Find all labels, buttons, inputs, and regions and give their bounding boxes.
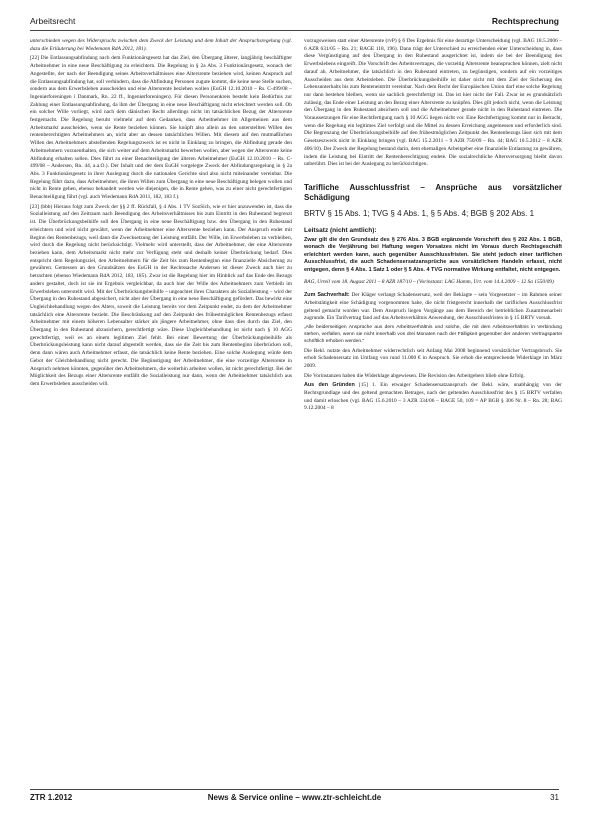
paragraph: [22] Die Entlassungsabfindung nach dem Funktionärsgesetz hat das Ziel, den Übergang älterer, langjährig beschäftigter Arbeitnehmer in eine neue Beschäftigung zu erleichtern. Die Regelung in § 2a Abs. 3 Funktionärsgesetz, wonach der Angestellte, der nach der Beendigung seines Arbeitsverhältnisses eine Altersrente beziehen wird, keinen Anspruch auf die Entlassungsabfindung hat, soll verhindern, dass die Abfindung Personen zugute kommt, die keine neue Stelle suchen, sondern aus dem Erwerbsleben ausscheiden und eine Altersrente beziehen wollen (EuGH 12.10.2010 – Rs. C-499/08 – Ingeniørforeningen i Danmark, Rn. 22 ff., Ingeniørforeningen). Für diesen Personenkreis besteht kein Bedürfnis zur Zahlung einer Entlassungsabfindung, da ihm der Übergang in eine neue Beschäftigung nicht erleichtert werden soll. Ob ein solcher Wille vorliegt, wird nach dem dänischen Recht allerdings nicht im tatsächlichen Bezug der Altersrente festgemacht. Die Regelung beruht vielmehr auf dem Gedanken, dass Arbeitnehmer im Allgemeinen aus dem Arbeitsmarkt ausscheiden, wenn sie Rente beziehen können. Sie knüpft also allein an den unterstellten Willen des rentenberechtigten Arbeitnehmers an, nicht aber an dessen tatsächlichen Willen. Mit diesem auf den mutmaßlichen Willen des Arbeitnehmers abstellenden Regelungszweck ist es nicht in Einklang zu bringen, die Abfindung gerade den Arbeitnehmern vorzuenthalten, die sich weiter auf dem Arbeitsmarkt bewerben wollen, aber wegen der Altersrente keine Abfindung erhalten sollen. Dies führt zu einer Benachteiligung der älteren Arbeitnehmer (EuGH 12.10.2010 – Rs. C-499/08 – Andersen, Rn. 44, a.a.O.). Der Inhalt und der dem EuGH vorgelegte Zweck der Abfindungsregelung in § 2a Abs. 3 Funktionärsgesetz in ihrer Auslegung durch die nationalen Gerichte sind also nicht miteinander vereinbar. Die Regelung führt dazu, dass Arbeitnehmer, die ihren Willen zum Übergang in eine neue Beschäftigung belegen wollen und nicht in Rente gehen, ebenso behandelt werden wie diejenigen, die in Rente gehen, was zu einer nicht gerechtfertigten Benachteiligung führt (vgl. auch Wiedemann RdA 2011, 182, 183 f.).	[30, 55, 292, 201]
gruende-label: Aus den Gründen	[304, 382, 355, 389]
journal-issue: ZTR 1.2012	[30, 793, 73, 802]
paragraph: Die Vorinstanzen haben die Widerklage abgewiesen. Die Revision des Arbeitgebers blieb ohne Erfolg.	[304, 372, 525, 379]
sachverhalt-text: Der Kläger verlangt Schadensersatz, weil der Beklagte – sein Vorgesetzter – im Rahmen seiner Arbeitstätigkeit eine Schädigung vorgenommen habe, die nicht fristgerecht innerhalb der tariflichen Ausschlussfrist geltend gemacht worden war. Dem Anspruch liegen Vorgänge aus dem Bereich der betrieblichen Zusammenarbeit zugrunde. Ein Tarifvertrag fand auf das Arbeitsverhältnis Anwendung, der Ausschlussfristen in § 15 BRTV vorsah.	[304, 292, 563, 322]
gruende-text: [15] 1. Ein etwaiger Schadensersatzanspruch der Bekl. wäre, unabhängig von der Rechtsgrundlage und des geltend gemachten Betrages, nach der geltenden Ausschlussfrist des § 15 BRTV verfallen und damit erloschen (vgl. BAG 15.6.2010 – 3 AZR 334/06 – BAGE 50, 109 = AP BGB § 306 Nr. 8 – Rn. 28; BAG 9.12.2004 – 8	[304, 382, 562, 412]
right-column	[304, 38, 562, 415]
paragraph: unterschieden wegen des Widerspruchs zwischen dem Zweck der Leistung und dem Inhalt der Anspruchsregelung (vgl. dazu die Erläuterung bei Wiedemann RdA 2012, 181).	[30, 38, 292, 52]
page-header	[30, 14, 559, 31]
gruende-paragraph	[304, 382, 562, 413]
norm-references: BRTV § 15 Abs. 1; TVG § 4 Abs. 1, § 5 Abs. 4; BGB § 202 Abs. 1	[304, 208, 535, 218]
left-column	[30, 38, 292, 391]
header-section-label: Arbeitsrecht	[30, 16, 76, 26]
paragraph: [23] (bbb) Hieraus folgt zum Zweck der §§ 2 ff. Rückfall, § 4 Abs. 1 TV SozSich, wie er hier anzuwenden ist, dass die Sozialleistung auf den Zeitraum nach Beendigung des Arbeitsverhältnisses bis zum Eintritt in den Ruhestand begrenzt ist. Die Überbrückungsbeihilfe soll den Übergang in eine neue Beschäftigung bzw. den Übergang in den Ruhestand erleichtern und wird nicht gewährt, wenn der Arbeitnehmer eine Altersrente beziehen kann. Der Anspruch endet mit Beginn des Rentenbezugs, weil dann die Zwecksetzung der Leistung entfällt. Der Wille, im Erwerbsleben zu verbleiben, wird durch die Regelung nicht berücksichtigt. Vielmehr wird unterstellt, dass der Arbeitnehmer, der eine Altersrente beziehen kann, dem Arbeitsmarkt nicht mehr zur Verfügung steht und deshalb keiner Überbrückung bedarf. Dies entspricht dem Regelungsziel, den Arbeitnehmern für die Zeit bis zum Rentenbeginn eine finanzielle Absicherung zu gewähren. Gemessen an den Grundsätzen des EuGH in der Rechtssache Andersen ist dieser Zweck auch hier zu betrachten (ebenso Wiedemann RdA 2012, 183, 185). Zwar ist die Regelung hier im Hinblick auf das Ende des Bezugs anders gestaltet, doch ist sie im Ergebnis vergleichbar, da auch hier der Wille des Arbeitnehmers zum Verbleib im Erwerbsleben unterstellt wird. Mit der Überbrückungsbeihilfe – ungeachtet ihres Charakters als Sozialleistung – wird der Übergang in den Ruhestand abgesichert, nicht aber der Übergang in eine neue Beschäftigung gefördert. Das bewirkt eine Ungleichbehandlung wegen des Alters, soweit die Leistung bereits vor dem Zeitpunkt endet, zu dem der Arbeitnehmer tatsächlich eine Altersrente bezieht. Die Beschränkung auf den Zeitpunkt des frühestmöglichen Rentenbezugs erfasst Arbeitnehmer mit einem höheren Lebensalter stärker als jüngere Arbeitnehmer, ohne dass dies durch das Ziel, den Übergang in den Ruhestand abzusichern, gerechtfertigt wäre. Diese Ungleichbehandlung ist nicht nach § 10 AGG gerechtfertigt, weil es an einem legitimen Ziel fehlt. Bei einer Bewertung der Überbrückungsbeihilfe als Überbrückungsleistung kann nicht darauf abgestellt werden, dass sie die Zeit bis zum Rentenbeginn überbrücken soll, denn dann wären auch Arbeitnehmer erfasst, die tatsächlich keine Rente beziehen. Eine solche Auslegung würde dem Gebot der Gleichbehandlung nicht gerecht. Die Begünstigung der Arbeitnehmer, die eine vorzeitige Altersrente in Anspruch nehmen könnten, gegenüber den Arbeitnehmern, die weiterhin arbeiten wollen, ist nicht gerechtfertigt. Bei der Möglichkeit des Bezugs einer Altersrente entfällt die Sozialleistung nur dann, wenn der Arbeitnehmer tatsächlich aus dem Erwerbsleben ausscheiden will.	[30, 203, 292, 387]
sachverhalt-label: Zum Sachverhalt:	[304, 292, 350, 299]
leitsatz-text: Zwar gilt die den Grundsatz des § 276 Abs. 3 BGB ergänzende Vorschrift des § 202 Abs. 1 BGB, wonach die Verjährung bei Haftung wegen Vorsatzes nicht im Voraus durch Rechtsgeschäft erleichtert werden kann, auch gegenüber Ausschlussfristen. Sie steht jedoch einer tariflichen Ausschlussfrist, die auch Schadensersatzansprüche aus vorsätzlichem Handeln erfasst, nicht entgegen, denn § 4 Abs. 1 Satz 1 oder § 5 Abs. 4 TVG normative Wirkung entfaltet, nicht entgegen.	[304, 236, 562, 274]
header-category-label: Rechtsprechung	[491, 16, 559, 26]
sachverhalt-paragraph	[304, 292, 562, 323]
page-number: 31	[550, 793, 559, 802]
source-citation: BAG, Urteil vom 18. August 2011 – 8 AZR 187/10 – (Vorinstanz: LAG Hamm, Urt. vom 14.4.2009 – 12 Sa 1550/09)	[304, 278, 554, 285]
paragraph: vorzugsweisen statt einer Altersrente (rvP) § 6 Des Ergebnis für eine derartige Unterscheidung (vgl. BAG 18.5.2006 – 6 AZR 631/05 – Rn. 21; BAGE 118, 196). Dann trägt der Unterschied zu erreichenden einer Unterscheidung in, dass diese Vergünstigung auf den Übergang in den Ruhestand ausgerichtet ist, indem sie bei der Beendigung des Erwerbslebens eingreift. Die Vorschrift des Arbeitsvertrages, die vorzeitig Altersrente beanspruchen können, zielt nicht darauf ab, Arbeitnehmer, die tatsächlich in den Ruhestand eintreten, zu begünstigen, sondern auf ein vorzeitiges Ausscheiden aus dem Arbeitsleben. Die Überbrückungsbeihilfe ist daher nicht mit dem Ziel der Sicherung des Lebensunterhalts bis zum Renteneintritt vereinbar. Nach dem Recht der Europäischen Union darf eine solche Regelung nur dann bestehen bleiben, wenn sie sachlich gerechtfertigt ist. Das ist hier nicht der Fall. Zwar ist es grundsätzlich zulässig, das Ende einer Leistung an den Bezug einer Altersrente zu knüpfen. Dies gilt jedoch nicht, wenn die Leistung den Übergang in den Ruhestand absichern soll und die Arbeitnehmer gerade nicht in den Ruhestand eintreten. Die Voraussetzungen für eine Rechtfertigung nach § 10 AGG liegen nicht vor. Eine Rechtfertigung kommt nur in Betracht, wenn die Regelung ein legitimes Ziel verfolgt und die Mittel zu dessen Erreichung angemessen und erforderlich sind. Die Begrenzung der Überbrückungsbeihilfe auf den frühestmöglichen Zeitpunkt des Rentenbezugs lässt sich mit dem Gesetzeszweck nicht in Einklang bringen (vgl. BAG 15.2.2011 – 9 AZR 750/09 – Rn. 44; BAG 10.5.2012 – 8 AZR 406/10). Der Zweck der Regelung bestand darin, dem ehemaligen Arbeitgeber eine finanzielle Entlastung zu gewähren, indem die Leistung bei Eintritt der Rentenberechtigung endete. Die sozialrechtliche Altersversorgung bleibt davon unberührt. Dies ist bei der Auslegung zu berücksichtigen.	[304, 38, 562, 168]
section-heading: Tarifliche Ausschlussfrist – Ansprüche aus vorsätzlicher Schädigung	[304, 182, 562, 202]
page-footer	[30, 789, 559, 804]
tariff-quote: „Alle beiderseitigen Ansprüche aus dem Arbeitsverhältnis und solche, die mit dem Arbeitsverhältnis in Verbindung stehen, verfallen, wenn sie nicht innerhalb von drei Monaten nach der Fälligkeit gegenüber der anderen Vertragspartei schriftlich erhoben werden."	[304, 325, 562, 344]
footer-link-text: News & Service online – www.ztr-schleicht.de	[207, 793, 382, 802]
leitsatz-label: Leitsatz (nicht amtlich):	[304, 226, 377, 234]
paragraph: Die Bekl. nutzte den Arbeitnehmer widerrechtlich seit Anfang Mai 2008 beginnend vorsätzlicher Vertragsbruch. Sie erhob Schadensersatz im Umfang von rund 11.000 € in Anspruch. Sie erhob die entsprechende Widerklage im März 2009.	[304, 347, 562, 369]
